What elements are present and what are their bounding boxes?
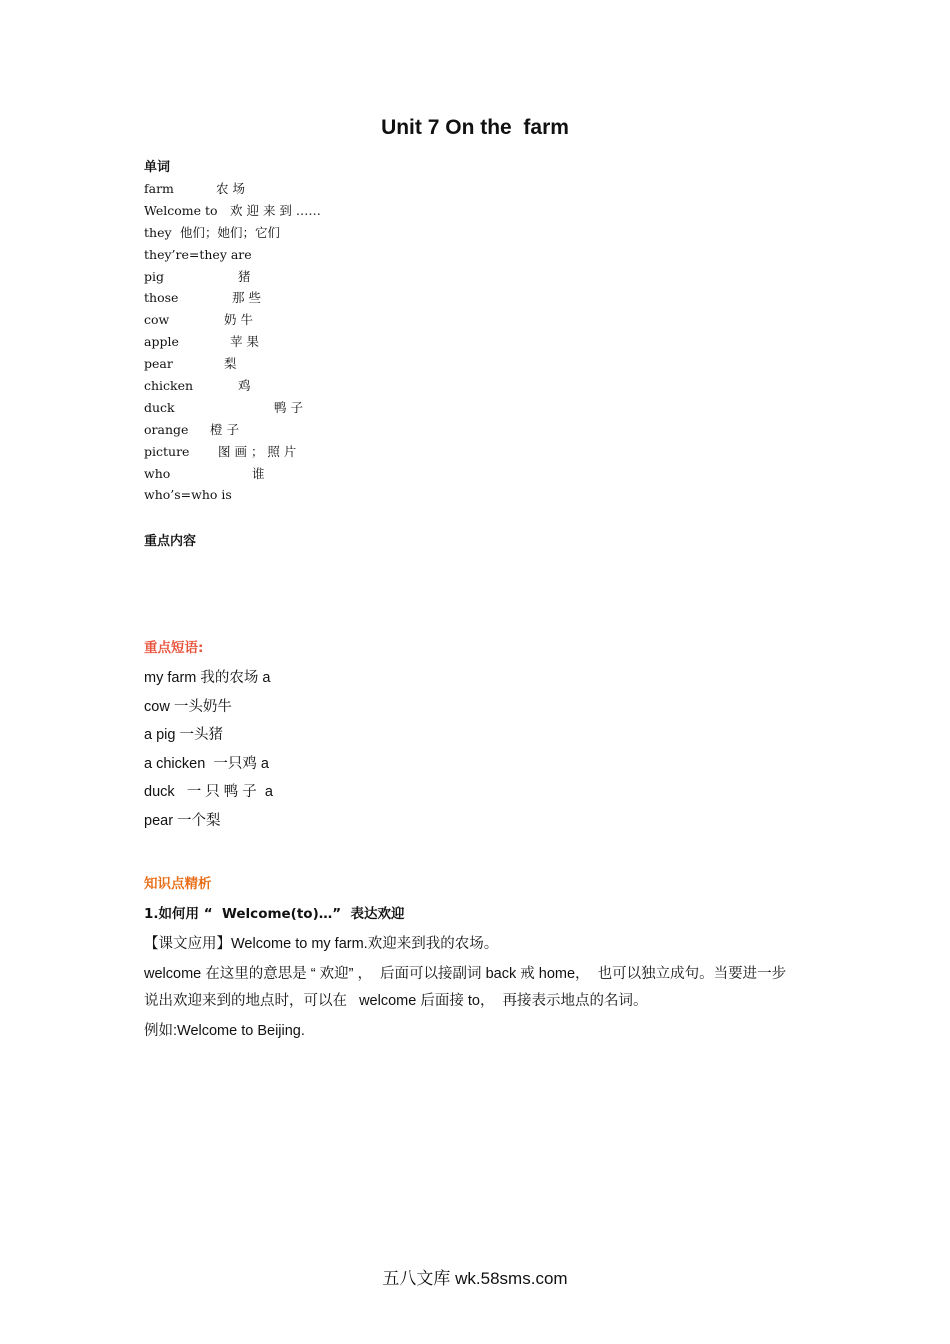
vocab-meaning: 谁	[252, 465, 265, 481]
vocab-word: pear	[144, 356, 173, 372]
paragraph: 说出欢迎来到的地点时，可以在 welcome 后面接 to， 再接表示地点的名词。	[144, 993, 648, 1009]
phrase-item: pear 一个梨	[144, 812, 221, 829]
page-title: Unit 7 On the farm	[381, 116, 569, 139]
vocab-meaning: 那 些	[232, 290, 261, 306]
vocab-meaning: 猪	[238, 268, 251, 284]
vocab-word: duck	[144, 399, 175, 415]
phrase-item: duck 一 只 鸭 子 a	[144, 784, 273, 801]
vocab-word: pig	[144, 268, 165, 284]
point-title: 1.如何用 “ Welcome(to)…” 表达欢迎	[144, 906, 405, 922]
phrase-item: a chicken 一只鸡 a	[144, 755, 269, 772]
phrase-item: cow 一头奶牛	[144, 698, 232, 715]
vocab-word: they	[144, 224, 172, 240]
vocab-meaning: 苹 果	[230, 334, 259, 350]
vocab-meaning: 农 场	[216, 181, 245, 196]
paragraph: 【课文应用】Welcome to my farm.欢迎来到我的农场。	[144, 936, 499, 952]
paragraph: welcome 在这里的意思是 “ 欢迎” ， 后面可以接副词 back 戒 home， 也可以独立成句。当要进一步	[144, 966, 787, 982]
footer-watermark: 五八文库 wk.58sms.com	[382, 1269, 568, 1288]
phrase-item: a pig 一头猪	[144, 727, 223, 744]
vocab-word: those	[144, 290, 179, 306]
key-content-heading: 重点内容	[144, 534, 197, 549]
vocab-meaning: 鸭 子	[274, 399, 303, 415]
vocab-word: apple	[144, 334, 179, 350]
vocab-word: Welcome to	[144, 202, 218, 218]
vocab-meaning: 奶 牛	[224, 312, 253, 328]
phrases-heading: 重点短语:	[144, 640, 204, 656]
paragraph: 例如:Welcome to Beijing.	[144, 1023, 305, 1039]
vocab-meaning: 梨	[224, 356, 237, 372]
vocab-meaning: 欢 迎 来 到 ……	[230, 202, 321, 218]
vocab-meaning: 鸡	[238, 378, 251, 394]
analysis-heading: 知识点精析	[144, 876, 212, 892]
vocab-word: picture	[144, 443, 190, 459]
phrases-list	[144, 664, 273, 836]
phrase-item: my farm 我的农场 a	[144, 670, 271, 686]
vocab-word: cow	[144, 312, 170, 328]
vocab-word: they’re=they are	[144, 246, 252, 262]
vocab-heading: 单词	[144, 160, 171, 175]
vocab-word: who	[144, 465, 171, 481]
vocab-meaning: 图 画 ； 照 片	[218, 443, 297, 459]
vocab-word: chicken	[144, 378, 194, 394]
vocab-word: who’s=who is	[144, 487, 232, 503]
vocab-meaning: 橙 子	[210, 421, 239, 437]
vocab-word: orange	[144, 421, 189, 437]
vocab-word: farm	[144, 181, 174, 196]
vocab-meaning: 他们；她们；它们	[180, 224, 281, 240]
